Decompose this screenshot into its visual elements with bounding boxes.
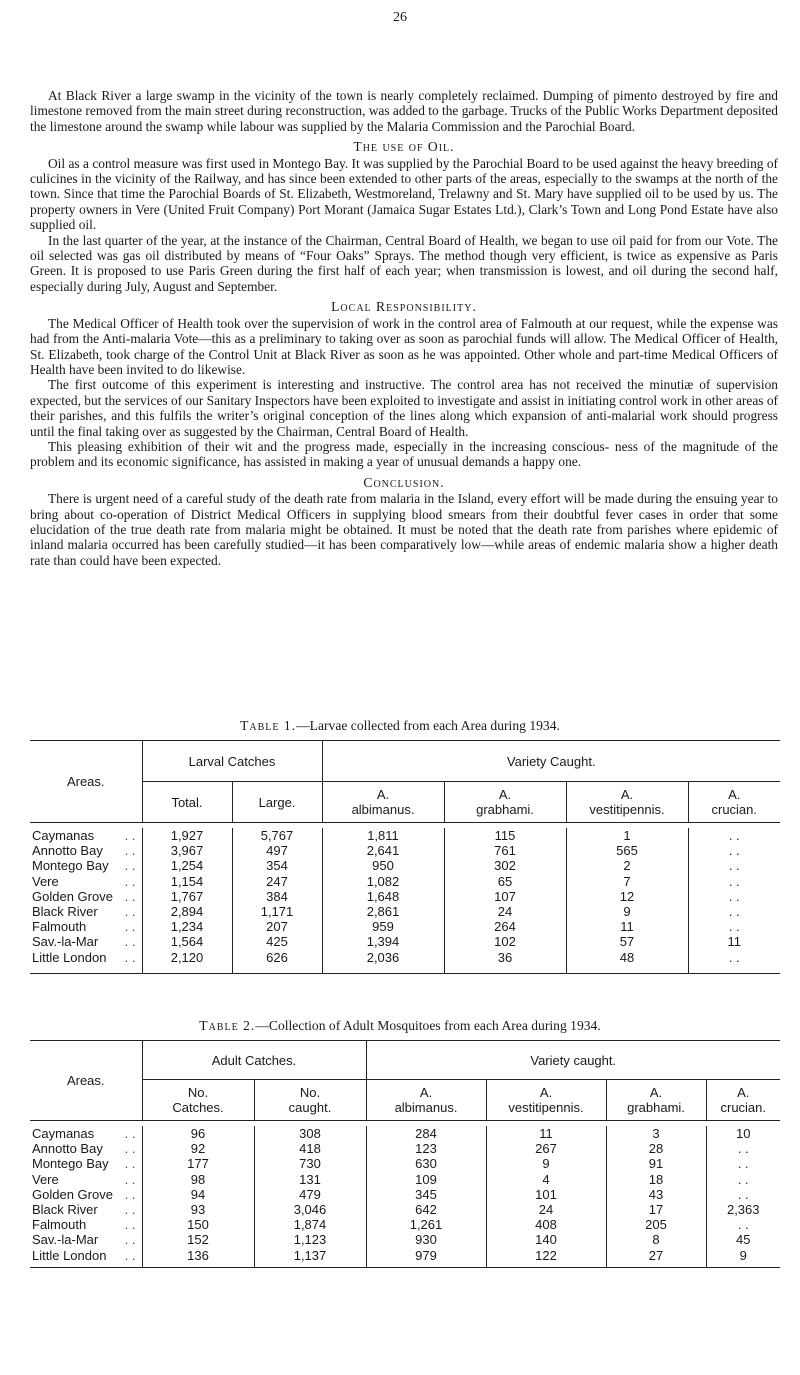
table-row: Golden Grove . . 1,767 384 1,648 107 12 . . xyxy=(30,889,780,904)
area-name: Falmouth xyxy=(32,919,87,935)
table-cell: 284 xyxy=(366,1126,486,1141)
table-cell: . . xyxy=(706,1156,780,1171)
table-row: Sav.-la-Mar . . 1,564 425 1,394 102 57 11 xyxy=(30,934,780,949)
area-name: Caymanas xyxy=(32,1126,95,1141)
area-name: Little London xyxy=(32,949,107,965)
area-name: Vere xyxy=(32,1171,59,1187)
table-cell: . . xyxy=(688,950,780,974)
area-name: Annotto Bay xyxy=(32,843,103,859)
table-cell: 57 xyxy=(566,934,688,949)
table-row: Black River . . 2,894 1,171 2,861 24 9 . . xyxy=(30,904,780,919)
table-cell: 28 xyxy=(606,1141,706,1156)
table-cell: 9 xyxy=(566,904,688,919)
page-number: 26 xyxy=(393,10,407,25)
table2-header-no-catches: No. Catches. xyxy=(142,1080,254,1121)
table1-header-large: Large. xyxy=(232,782,322,823)
table-cell: 1,123 xyxy=(254,1232,366,1247)
table-row: Montego Bay . . 1,254 354 950 302 2 . . xyxy=(30,858,780,873)
table-cell: 207 xyxy=(232,919,322,934)
table-cell: 9 xyxy=(486,1156,606,1171)
table-cell: 1,767 xyxy=(142,889,232,904)
table-row: Vere . . 1,154 247 1,082 65 7 . . xyxy=(30,874,780,889)
table-cell: 565 xyxy=(566,843,688,858)
area-name: Vere xyxy=(32,873,59,889)
table-cell: 177 xyxy=(142,1156,254,1171)
table-cell: 1,648 xyxy=(322,889,444,904)
area-name: Little London xyxy=(32,1247,107,1263)
table-cell: 302 xyxy=(444,858,566,873)
table-cell: 92 xyxy=(142,1141,254,1156)
table-cell: 2,861 xyxy=(322,904,444,919)
table-cell: 140 xyxy=(486,1232,606,1247)
table-row: Annotto Bay . . 3,967 497 2,641 761 565 . . xyxy=(30,843,780,858)
table-cell: 418 xyxy=(254,1141,366,1156)
table-row: Caymanas . . 96 308 284 11 3 10 xyxy=(30,1126,780,1141)
table-cell: 267 xyxy=(486,1141,606,1156)
table-cell: 354 xyxy=(232,858,322,873)
table1-header-areas: Areas. xyxy=(30,741,142,823)
table2-header-crucian: A. crucian. xyxy=(706,1080,780,1121)
table-row: Sav.-la-Mar . . 152 1,123 930 140 8 45 xyxy=(30,1232,780,1247)
table-cell: 1,154 xyxy=(142,874,232,889)
table2-label: Table 2. xyxy=(199,1018,256,1033)
table-cell: 123 xyxy=(366,1141,486,1156)
table-cell: 1,874 xyxy=(254,1217,366,1232)
table-cell: 2,641 xyxy=(322,843,444,858)
table1-header-larval-catches: Larval Catches xyxy=(142,741,322,782)
table-cell: 2 xyxy=(566,858,688,873)
table-cell: 36 xyxy=(444,950,566,974)
area-name: Montego Bay xyxy=(32,1156,109,1172)
table-row: Falmouth . . 150 1,874 1,261 408 205 . . xyxy=(30,1217,780,1232)
table-cell: . . xyxy=(688,858,780,873)
table-cell: 94 xyxy=(142,1187,254,1202)
table-cell: 1,811 xyxy=(322,828,444,843)
table-cell: 115 xyxy=(444,828,566,843)
table-row: Vere . . 98 131 109 4 18 . . xyxy=(30,1172,780,1187)
area-name: Golden Grove xyxy=(32,888,113,904)
table1-caption: —Larvae collected from each Area during 1934. xyxy=(296,718,560,733)
table-cell: 131 xyxy=(254,1172,366,1187)
heading-use-of-oil: The use of Oil. xyxy=(353,139,455,155)
table-cell: 626 xyxy=(232,950,322,974)
table2-header-areas: Areas. xyxy=(30,1041,142,1121)
table-row: Golden Grove . . 94 479 345 101 43 . . xyxy=(30,1187,780,1202)
table-cell: 48 xyxy=(566,950,688,974)
table-cell: 3 xyxy=(606,1126,706,1141)
table-row: Caymanas . . 1,927 5,767 1,811 115 1 . . xyxy=(30,828,780,843)
table-cell: 11 xyxy=(688,934,780,949)
area-name: Annotto Bay xyxy=(32,1141,103,1157)
table2-header-albimanus: A. albimanus. xyxy=(366,1080,486,1121)
table-cell: 17 xyxy=(606,1202,706,1217)
table-cell: 1,394 xyxy=(322,934,444,949)
table1-header-vestitipennis: A. vestitipennis. xyxy=(566,782,688,823)
table2-header-adult-catches: Adult Catches. xyxy=(142,1041,366,1080)
table-cell: . . xyxy=(688,843,780,858)
paragraph-medical-officer: The Medical Officer of Health took over the supervision of work in the control area of Falmouth at our request, while the expense was had from the Anti-malaria Vote—this as a preliminary to taking over as soon as parochial funds will allow. The Medical Officer of Health, St. Elizabeth, took charge of the Control Unit at Black River as soon as he was appointed. Other whole and part-time Medical Officers of Health have been invited to do likewise. xyxy=(30,315,778,377)
table-cell: 1,234 xyxy=(142,919,232,934)
table-row: Little London . . 136 1,137 979 122 27 9 xyxy=(30,1248,780,1268)
table-cell: 101 xyxy=(486,1187,606,1202)
table-cell: . . xyxy=(688,828,780,843)
table-cell: 345 xyxy=(366,1187,486,1202)
table-cell: 308 xyxy=(254,1126,366,1141)
table-cell: 730 xyxy=(254,1156,366,1171)
area-name: Black River xyxy=(32,904,98,920)
table-cell: 761 xyxy=(444,843,566,858)
table-cell: 3,046 xyxy=(254,1202,366,1217)
table-cell: 959 xyxy=(322,919,444,934)
area-name: Falmouth xyxy=(32,1217,87,1233)
table-cell: . . xyxy=(688,889,780,904)
table-cell: . . xyxy=(706,1187,780,1202)
table-cell: 8 xyxy=(606,1232,706,1247)
area-name: Golden Grove xyxy=(32,1186,113,1202)
table-cell: 1,564 xyxy=(142,934,232,949)
table-cell: 2,894 xyxy=(142,904,232,919)
area-name: Black River xyxy=(32,1202,98,1218)
area-name: Sav.-la-Mar xyxy=(32,934,99,950)
table1-header-albimanus: A. albimanus. xyxy=(322,782,444,823)
table1-title xyxy=(0,718,800,734)
table-cell: 384 xyxy=(232,889,322,904)
table-cell: 96 xyxy=(142,1126,254,1141)
area-name: Sav.-la-Mar xyxy=(32,1232,99,1248)
table-cell: 479 xyxy=(254,1187,366,1202)
table-cell: 950 xyxy=(322,858,444,873)
table-cell: . . xyxy=(706,1217,780,1232)
table-cell: 2,036 xyxy=(322,950,444,974)
body-text xyxy=(30,88,778,568)
table-cell: 1,254 xyxy=(142,858,232,873)
table-cell: 43 xyxy=(606,1187,706,1202)
table-cell: 5,767 xyxy=(232,828,322,843)
table-cell: 408 xyxy=(486,1217,606,1232)
table-row: Falmouth . . 1,234 207 959 264 11 . . xyxy=(30,919,780,934)
table-cell: 205 xyxy=(606,1217,706,1232)
table-cell: 136 xyxy=(142,1248,254,1268)
table-cell: 4 xyxy=(486,1172,606,1187)
table-cell: 24 xyxy=(486,1202,606,1217)
table-cell: 107 xyxy=(444,889,566,904)
table-row: Annotto Bay . . 92 418 123 267 28 . . xyxy=(30,1141,780,1156)
table-cell: 152 xyxy=(142,1232,254,1247)
table-cell: 18 xyxy=(606,1172,706,1187)
table-cell: 2,120 xyxy=(142,950,232,974)
table2-header-vestitipennis: A. vestitipennis. xyxy=(486,1080,606,1121)
table-row: Montego Bay . . 177 730 630 9 91 . . xyxy=(30,1156,780,1171)
table-cell: 11 xyxy=(486,1126,606,1141)
table-cell: 1,927 xyxy=(142,828,232,843)
table-cell: 2,363 xyxy=(706,1202,780,1217)
table-cell: 93 xyxy=(142,1202,254,1217)
table-cell: 10 xyxy=(706,1126,780,1141)
table-cell: 9 xyxy=(706,1248,780,1268)
table-cell: 12 xyxy=(566,889,688,904)
table-cell: 98 xyxy=(142,1172,254,1187)
table2-adult-mosquitoes xyxy=(30,1040,780,1268)
table-cell: 1 xyxy=(566,828,688,843)
area-name: Caymanas xyxy=(32,828,95,843)
area-name: Montego Bay xyxy=(32,858,109,874)
heading-local-responsibility: Local Responsibility. xyxy=(331,299,477,315)
table-cell: 630 xyxy=(366,1156,486,1171)
table2-title xyxy=(0,1018,800,1034)
table1-header-total: Total. xyxy=(142,782,232,823)
table-cell: 7 xyxy=(566,874,688,889)
table-cell: . . xyxy=(688,919,780,934)
table-cell: 930 xyxy=(366,1232,486,1247)
table-cell: 264 xyxy=(444,919,566,934)
table1-header-variety-caught: Variety Caught. xyxy=(322,741,780,782)
paragraph-oil-vote: In the last quarter of the year, at the instance of the Chairman, Central Board of Health, we began to use oil paid for from our Vote. The oil selected was gas oil distributed by means of “Four Oaks” Sprays. The method though very efficient, is twice as expensive as Paris Green. It is proposed to use Paris Green during the first half of each year; when transmission is lowest, and oil during the second half, especially during July, August and September. xyxy=(30,232,778,294)
table1-header-crucian: A. crucian. xyxy=(688,782,780,823)
table-cell: 122 xyxy=(486,1248,606,1268)
table-cell: 1,261 xyxy=(366,1217,486,1232)
table1-header-grabhami: A. grabhami. xyxy=(444,782,566,823)
table-cell: . . xyxy=(706,1172,780,1187)
table-cell: 45 xyxy=(706,1232,780,1247)
table-row: Black River . . 93 3,046 642 24 17 2,363 xyxy=(30,1202,780,1217)
table-cell: . . xyxy=(688,904,780,919)
table2-header-grabhami: A. grabhami. xyxy=(606,1080,706,1121)
paragraph-pleasing-exhibition: This pleasing exhibition of their wit and the progress made, especially in the increasing conscious- ness of the magnitude of the problem and its economic significance, has assisted in making a year of unusual demands a happy one. xyxy=(30,438,778,470)
table-cell: 3,967 xyxy=(142,843,232,858)
table-cell: 102 xyxy=(444,934,566,949)
paragraph-conclusion: There is urgent need of a careful study of the death rate from malaria in the Island, every effort will be made during the ensuing year to bring about co-operation of District Medical Officers in supplying blood smears from their doubtful fever cases in order that some elucidation of the true death rate from malaria might be obtained. It must be noted that the death rate from parishes where epidemic of inland malaria occurred has been carefully studied—it has been comparatively low—while areas of endemic malaria show a higher death rate than could have been expected. xyxy=(30,491,778,568)
table-cell: . . xyxy=(706,1141,780,1156)
heading-conclusion: Conclusion. xyxy=(363,474,445,490)
table-cell: 425 xyxy=(232,934,322,949)
table-row: Little London . . 2,120 626 2,036 36 48 . . xyxy=(30,950,780,974)
table-cell: 642 xyxy=(366,1202,486,1217)
table-cell: 27 xyxy=(606,1248,706,1268)
table-cell: 247 xyxy=(232,874,322,889)
table-cell: 91 xyxy=(606,1156,706,1171)
table-cell: 1,171 xyxy=(232,904,322,919)
table2-caption: —Collection of Adult Mosquitoes from each Area during 1934. xyxy=(255,1018,601,1033)
table2-header-no-caught: No. caught. xyxy=(254,1080,366,1121)
table-cell: 65 xyxy=(444,874,566,889)
table2-header-variety-caught: Variety caught. xyxy=(366,1041,780,1080)
paragraph-oil-control: Oil as a control measure was first used in Montego Bay. It was supplied by the Parochial Board to be used against the heavy breeding of culicines in the vicinity of the Railway, and has since been extended to other parts of the areas, especially to the swamps at the north of the town. Since that time the Parochial Boards of St. Elizabeth, Westmoreland, Trelawny and St. Mary have supplied oil to be used by us. The property owners in Vere (United Fruit Company) Port Morant (Jamaica Sugar Estates Ltd.), Clark’s Town and Long Pond Estate have also supplied oil. xyxy=(30,155,778,233)
table-cell: 150 xyxy=(142,1217,254,1232)
table-cell: 497 xyxy=(232,843,322,858)
paragraph-black-river: At Black River a large swamp in the vicinity of the town is nearly completely reclaimed. Dumping of pimento destroyed by fire and limestone removed from the main street during reconstruction, was added to the garbage. Trucks of the Public Works Department deposited the limestone around the swamp while labour was supplied by the Malaria Commission and the Parochial Board. xyxy=(30,88,778,134)
table-cell: 24 xyxy=(444,904,566,919)
table1-label: Table 1. xyxy=(240,718,297,733)
table-cell: 979 xyxy=(366,1248,486,1268)
table-cell: 1,137 xyxy=(254,1248,366,1268)
paragraph-experiment-outcome: The first outcome of this experiment is interesting and instructive. The control area has not received the minutiæ of supervision expected, but the services of our Sanitary Inspectors have been exploited to investigate and assist in initiating control work in other areas of their parishes, and this fulfils the writer’s original conception of the lines along which expansion of anti-malarial work should progress until the final taking over as suggested by the Chairman, Central Board of Health. xyxy=(30,377,778,439)
table-cell: 1,082 xyxy=(322,874,444,889)
table-cell: . . xyxy=(688,874,780,889)
table-cell: 109 xyxy=(366,1172,486,1187)
table-cell: 11 xyxy=(566,919,688,934)
table1-larvae xyxy=(30,740,780,974)
